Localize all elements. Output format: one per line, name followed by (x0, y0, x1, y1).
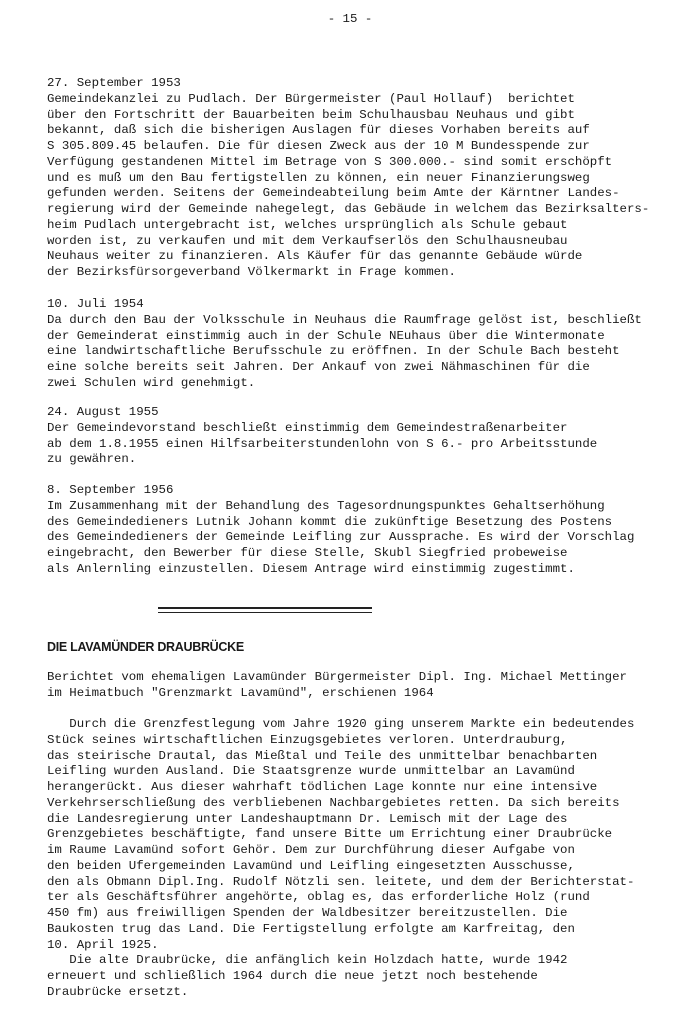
text-line: heim Pudlach untergebracht ist, welches ursprünglich als Schule gebaut (47, 217, 568, 232)
text-line: Die alte Draubrücke, die anfänglich kein Holzdach hatte, wurde 1942 (47, 953, 568, 968)
text-line: der Gemeinderat einstimmig auch in der Schule NEuhaus über die Wintermonate (47, 328, 605, 343)
text-line: S 305.809.45 belaufen. Die für diesen Zweck aus der 10 M Bundesspende zur (47, 139, 590, 153)
text-line: im Heimatbuch "Grenzmarkt Lavamünd", erschienen 1964 (47, 685, 434, 700)
entry-text (47, 421, 597, 468)
entry-text (47, 313, 642, 392)
entry-date: 10. Juli 1954 (47, 297, 144, 311)
text-line: bekannt, daß sich die bisherigen Auslagen für dieses Vorhaben bereits auf (47, 123, 590, 138)
text-line: des Gemeindedieners der Gemeinde Leifling zur Aussprache. Es wird der Vorschlag (47, 530, 635, 545)
entry-date: 27. September 1953 (47, 76, 181, 90)
text-line: und es muß um den Bau fertigstellen zu können, ein neuer Finanzierungsweg (47, 170, 590, 185)
text-line: das steirische Drautal, das Mießtal und Teile des unmittelbar benachbarten (47, 748, 598, 763)
text-line: ab dem 1.8.1955 einen Hilfsarbeiterstundenlohn von S 6.- pro Arbeitsstunde (47, 436, 598, 451)
text-line: zu gewähren. (47, 452, 137, 467)
entry-1954 (47, 297, 642, 392)
section-divider (158, 607, 372, 613)
entry-1955 (47, 405, 597, 468)
text-line: der Bezirksfürsorgeverband Völkermarkt in Frage kommen. (47, 265, 456, 279)
text-line: den als Obmann Dipl.Ing. Rudolf Nötzli sen. leitete, und dem der Berichterstat- (47, 874, 635, 889)
text-line: über den Fortschritt der Bauarbeiten beim Schulhausbau Neuhaus und gibt (47, 107, 575, 122)
text-line: regierung wird der Gemeinde nahegelegt, das Gebäude in welchem das Bezirksalters- (47, 202, 650, 216)
text-line: zwei Schulen wird genehmigt. (47, 375, 256, 390)
text-line: den beiden Ufergemeinden Lavamünd und Leifling eingesetzten Ausschusse, (47, 858, 575, 873)
text-line: des Gemeindedieners Lutnik Johann kommt die zukünftige Besetzung des Postens (47, 514, 613, 529)
text-line: als Anlernling einzustellen. Diesem Antrage wird einstimmig zugestimmt. (47, 561, 575, 576)
text-line: Da durch den Bau der Volksschule in Neuhaus die Raumfrage gelöst ist, beschließt (47, 312, 642, 327)
text-line: Verfügung gestandenen Mittel im Betrage von S 300.000.- sind somit erschöpft (47, 154, 613, 169)
text-line: die Landesregierung unter Landeshauptmann Dr. Lemisch mit der Lage des (47, 811, 568, 826)
text-line: Verkehrserschließung des verbliebenen Nachbargebietes retten. Da sich bereits (47, 795, 620, 810)
text-line: 10. April 1925. (47, 937, 159, 952)
text-line: Neuhaus weiter zu finanzieren. Als Käufer für das genannte Gebäude würde (47, 249, 583, 264)
text-line: herangerückt. Aus dieser wahrhaft tödlichen Lage konnte nur eine intensive (47, 780, 598, 794)
text-line: Der Gemeindevorstand beschließt einstimmig dem Gemeindestraßenarbeiter (47, 420, 568, 435)
text-line: Gemeindekanzlei zu Pudlach. Der Bürgermeister (Paul Hollauf) berichtet (47, 91, 575, 106)
entry-text (47, 92, 649, 281)
entry-1956 (47, 483, 634, 578)
page-number: - 15 - (327, 12, 373, 26)
entry-1953 (47, 76, 649, 281)
text-line: eine solche bereits seit Jahren. Der Ankauf von zwei Nähmaschinen für die (47, 360, 590, 374)
article-heading: DIE LAVAMÜNDER DRAUBRÜCKE (47, 640, 244, 654)
text-line: im Raume Lavamünd sofort Gehör. Dem zur Durchführung dieser Aufgabe von (47, 843, 575, 857)
text-line: Im Zusammenhang mit der Behandlung des Tagesordnungspunktes Gehaltserhöhung (47, 498, 605, 513)
text-line: erneuert und schließlich 1964 durch die neue jetzt noch bestehende (47, 969, 538, 983)
text-line: gefunden werden. Seitens der Gemeindeabteilung beim Amte der Kärntner Landes- (47, 186, 620, 201)
text-line: eingebracht, den Bewerber für diese Stelle, Skubl Siegfried probeweise (47, 546, 568, 560)
text-line: 450 fm) aus freiwilligen Spenden der Waldbesitzer bereitzustellen. Die (47, 906, 568, 920)
text-line: worden ist, zu verkaufen und mit dem Verkaufserlös den Schulhausneubau (47, 233, 568, 248)
text-line: ter als Geschäftsführer angehörte, oblag es, das erforderliche Holz (rund (47, 890, 590, 905)
article-source (47, 670, 627, 702)
text-line: Baukosten trug das Land. Die Fertigstellung erfolgte am Karfreitag, den (47, 921, 575, 936)
text-line: Berichtet vom ehemaligen Lavamünder Bürgermeister Dipl. Ing. Michael Mettinger (47, 670, 627, 684)
entry-date: 8. September 1956 (47, 483, 174, 497)
text-line: eine landwirtschaftliche Berufsschule zu eröffnen. In der Schule Bach besteht (47, 344, 620, 359)
text-line: Leifling wurden Ausland. Die Staatsgrenze wurde unmittelbar an Lavamünd (47, 764, 575, 779)
text-line: Durch die Grenzfestlegung vom Jahre 1920 ging unserem Markte ein bedeutendes (47, 717, 635, 731)
text-line: Grenzgebietes beschäftigte, fand unsere Bitte um Errichtung einer Draubrücke (47, 827, 613, 842)
article-body (47, 717, 634, 1001)
text-line: Draubrücke ersetzt. (47, 984, 189, 999)
entry-text (47, 499, 634, 578)
entry-date: 24. August 1955 (47, 405, 159, 419)
text-line: Stück seines wirtschaftlichen Einzugsgebietes verloren. Unterdrauburg, (47, 732, 568, 747)
